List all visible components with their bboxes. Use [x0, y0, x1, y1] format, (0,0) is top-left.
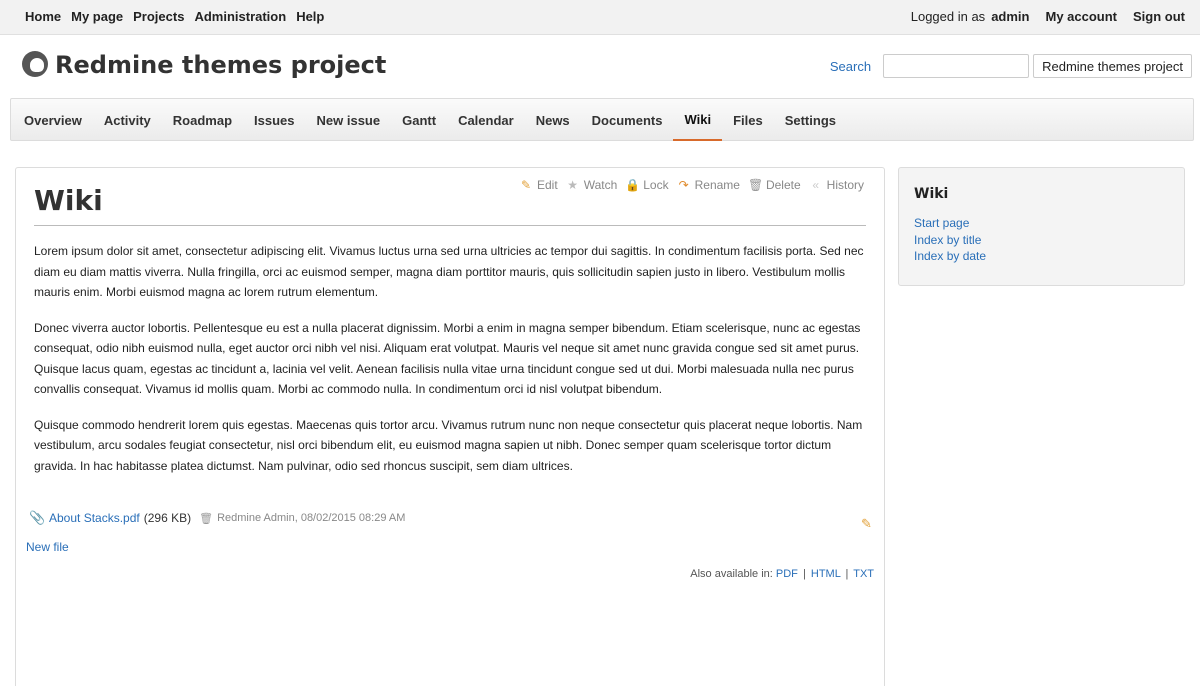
top-menu-help[interactable]: Help [296, 9, 325, 24]
watch-action[interactable] [566, 178, 618, 192]
top-menu-projects[interactable]: Projects [133, 9, 185, 24]
top-menu-administration[interactable]: Administration [194, 9, 287, 24]
lock-label: Lock [643, 178, 669, 192]
tab-new-issue[interactable]: New issue [316, 112, 381, 128]
edit-label: Edit [537, 178, 558, 192]
sidebar-title: Wiki [914, 186, 949, 202]
paperclip-icon: 📎 [29, 510, 46, 525]
my-account-link[interactable]: My account [1045, 9, 1117, 24]
top-menu-home[interactable]: Home [25, 9, 62, 24]
tab-news[interactable]: News [535, 112, 570, 128]
sidebar-item-start-page [914, 215, 986, 232]
search-link[interactable]: Search [829, 58, 872, 74]
export-txt-link[interactable]: TXT [853, 568, 874, 580]
page-title: Wiki [34, 184, 103, 217]
project-title: Redmine themes project [55, 51, 387, 79]
delete-action[interactable] [748, 178, 801, 192]
tab-overview[interactable]: Overview [24, 112, 82, 128]
trash-icon: 🗑 [747, 178, 764, 192]
also-available [690, 568, 874, 580]
pencil-icon: ✎ [520, 178, 532, 192]
attachment-delete-icon[interactable]: 🗑 [199, 512, 214, 525]
wiki-paragraph: Quisque commodo hendrerit lorem quis egestas. Maecenas quis tortor arcu. Vivamus rutrum nunc non neque consectetur quis placerat neque lobortis. Nam vestibulum, arcu sodales feugiat consectetur, nisl orci bibendum elit, eu euismod magna sapien ut nibh. Donec semper quam scelerisque tortor dictum gravida. In hac habitasse platea dictumst. Nam pulvinar, odio sed rhoncus suscipit, sem diam ultrices. [34, 417, 863, 473]
search-input[interactable] [883, 54, 1029, 78]
history-label: History [826, 178, 864, 192]
lock-action[interactable] [625, 178, 668, 192]
tab-roadmap[interactable]: Roadmap [172, 112, 233, 128]
rename-label: Rename [694, 178, 740, 192]
wiki-actions [515, 178, 864, 192]
sidebar-item-index-by-date [914, 248, 986, 265]
wiki-paragraph: Donec viverra auctor lobortis. Pellentesque eu est a nulla placerat dignissim. Morbi a enim in magna semper bibendum. Etiam scelerisque, nunc ac egestas consequat, odio nibh euismod nulla, eget auctor orci nibh vel nisi. Aliquam erat volutpat. Mauris vel neque sit amet nunc gravida congue sed sit amet purus. Quisque lacus quam, egestas ac tincidunt a, lacinia vel velit. Aenean facilisis nulla vitae urna tincidunt congue sed ut dui. Morbi malesuada nulla nec purus convallis consequat. Vivamus id mollis quam. Morbi ac commodo nulla. In condimentum orci id nisl volutpat bibendum. [34, 320, 861, 396]
top-menu [0, 0, 1200, 35]
tab-gantt[interactable]: Gantt [402, 112, 437, 128]
redmine-logo-icon [22, 51, 48, 77]
tab-settings[interactable]: Settings [784, 112, 836, 128]
tab-files[interactable]: Files [733, 112, 763, 128]
also-available-label: Also available in: [690, 568, 773, 580]
edit-attachments-icon[interactable]: ✎ [861, 516, 872, 531]
tab-calendar[interactable]: Calendar [458, 112, 514, 128]
sign-out-link[interactable]: Sign out [1133, 9, 1185, 24]
wiki-body [34, 241, 872, 491]
logged-in-user[interactable]: admin [991, 9, 1030, 24]
logged-in-label: Logged in as [910, 9, 986, 24]
export-html-link[interactable]: HTML [810, 568, 841, 580]
tab-documents[interactable]: Documents [591, 112, 663, 128]
wiki-content [15, 167, 885, 686]
sidebar-links [914, 215, 986, 265]
new-file-link[interactable]: New file [26, 540, 69, 554]
separator: | [802, 568, 806, 580]
attachment-link[interactable]: About Stacks.pdf [49, 511, 140, 525]
title-divider [34, 225, 866, 226]
attachment-row [29, 510, 405, 526]
delete-label: Delete [765, 178, 801, 192]
tab-issues[interactable]: Issues [254, 112, 295, 128]
export-pdf-link[interactable]: PDF [775, 568, 798, 580]
star-icon: ★ [567, 178, 579, 192]
attachment-size: (296 KB) [143, 511, 192, 525]
edit-action[interactable] [519, 178, 558, 192]
tab-wiki[interactable]: Wiki [673, 99, 722, 141]
main-menu [10, 98, 1194, 141]
tab-activity[interactable]: Activity [103, 112, 151, 128]
rename-action[interactable] [677, 178, 740, 192]
top-menu-right [911, 9, 1185, 24]
index-by-title-link[interactable]: Index by title [914, 232, 982, 247]
attachment-author-date: Redmine Admin, 08/02/2015 08:29 AM [217, 512, 406, 524]
header [0, 35, 1200, 98]
lock-icon: 🔒 [625, 178, 641, 192]
project-jump-select[interactable]: Redmine themes project [1033, 54, 1192, 78]
separator: | [845, 568, 849, 580]
rename-arrow-icon: ↷ [678, 178, 689, 192]
top-menu-my-page[interactable]: My page [71, 9, 124, 24]
logged-in-as [911, 9, 1030, 24]
wiki-paragraph: Lorem ipsum dolor sit amet, consectetur adipiscing elit. Vivamus luctus urna sed urna ultricies ac tempor dui sagittis. In condimentum facilisis porta. Sed nec diam eu diam mattis viverra. Nulla fringilla, orci ac euismod semper, magna diam porttitor mauris, quis sollicitudin sapien justo in libero. Vestibulum mollis mauris enim. Morbi euismod magna ac lorem rutrum elementum. [34, 244, 864, 299]
sidebar [898, 167, 1185, 286]
sidebar-item-index-by-title [914, 232, 986, 249]
index-by-date-link[interactable]: Index by date [914, 249, 987, 263]
quick-search [830, 54, 1192, 78]
history-action[interactable] [809, 178, 864, 192]
history-icon: « [812, 178, 819, 192]
top-menu-left [25, 9, 324, 24]
watch-label: Watch [583, 178, 618, 192]
start-page-link[interactable]: Start page [914, 216, 970, 230]
